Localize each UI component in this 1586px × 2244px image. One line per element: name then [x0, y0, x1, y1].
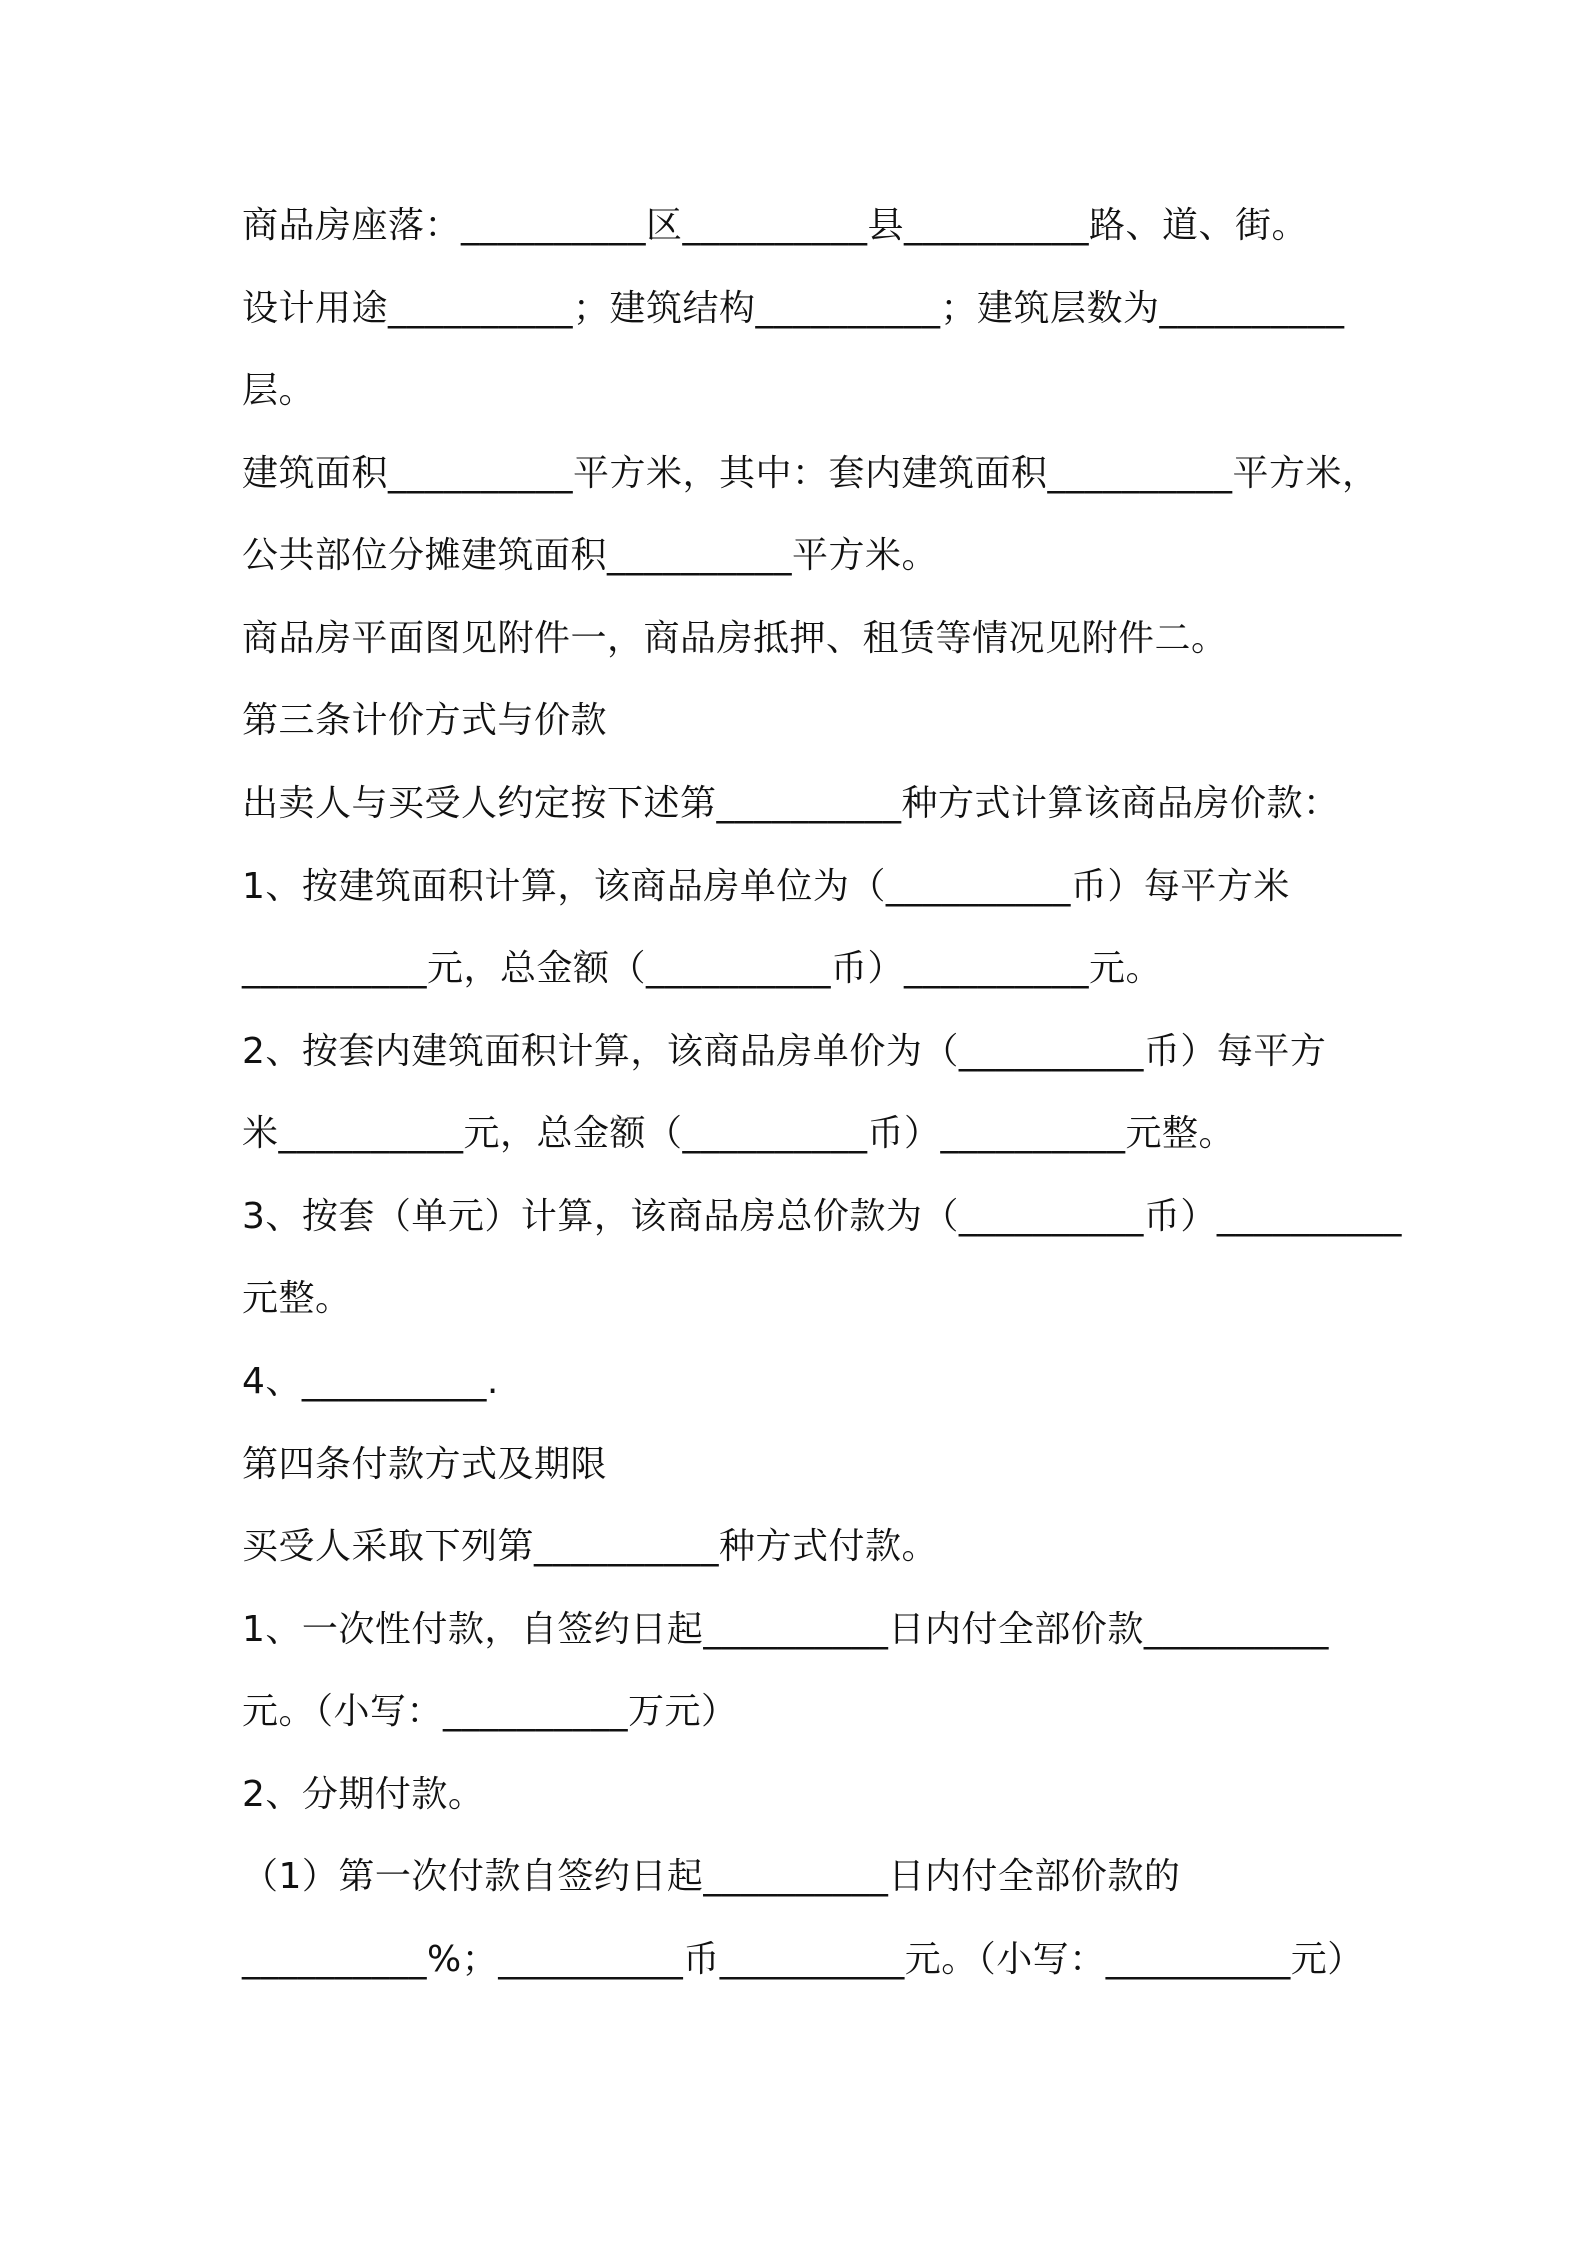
- pricing-option-1-total-line: __________元，总金额（__________币）__________元。: [242, 948, 1163, 989]
- installment-heading-line: 2、分期付款。: [242, 1774, 485, 1815]
- building-area-line: 建筑面积__________平方米，其中：套内建筑面积__________平方米，: [242, 453, 1379, 494]
- lump-sum-amount-line: 元。（小写：__________万元）: [242, 1691, 738, 1732]
- pricing-option-3-line: 3、按套（单元）计算，该商品房总价款为（__________币）__________: [242, 1196, 1402, 1237]
- attachments-line: 商品房平面图见附件一，商品房抵押、租赁等情况见附件二。: [242, 618, 1228, 659]
- article-four-heading: 第四条付款方式及期限: [242, 1444, 608, 1485]
- lump-sum-payment-line: 1、一次性付款，自签约日起__________日内付全部价款__________: [242, 1609, 1329, 1650]
- first-installment-amount-line: __________%；__________币__________元。（小写：__________元）: [242, 1939, 1364, 1980]
- article-three-heading: 第三条计价方式与价款: [242, 700, 608, 741]
- floors-unit-line: 层。: [242, 370, 316, 411]
- pricing-option-2-line: 2、按套内建筑面积计算，该商品房单价为（__________币）每平方: [242, 1031, 1327, 1072]
- pricing-option-4-line: 4、__________.: [242, 1361, 499, 1402]
- pricing-option-2-total-line: 米__________元，总金额（__________币）__________元整。: [242, 1113, 1236, 1154]
- pricing-method-line: 出卖人与买受人约定按下述第__________种方式计算该商品房价款：: [242, 783, 1340, 824]
- payment-method-line: 买受人采取下列第__________种方式付款。: [242, 1526, 939, 1567]
- design-use-line: 设计用途__________；建筑结构__________；建筑层数为__________: [242, 288, 1345, 329]
- property-location-line: 商品房座落：__________区__________县__________路、道、街。: [242, 205, 1309, 246]
- shared-area-line: 公共部位分摊建筑面积__________平方米。: [242, 535, 939, 576]
- pricing-option-1-line: 1、按建筑面积计算，该商品房单位为（__________币）每平方米: [242, 866, 1290, 907]
- first-installment-line: （1）第一次付款自签约日起__________日内付全部价款的: [242, 1856, 1181, 1897]
- pricing-option-3-end-line: 元整。: [242, 1278, 352, 1319]
